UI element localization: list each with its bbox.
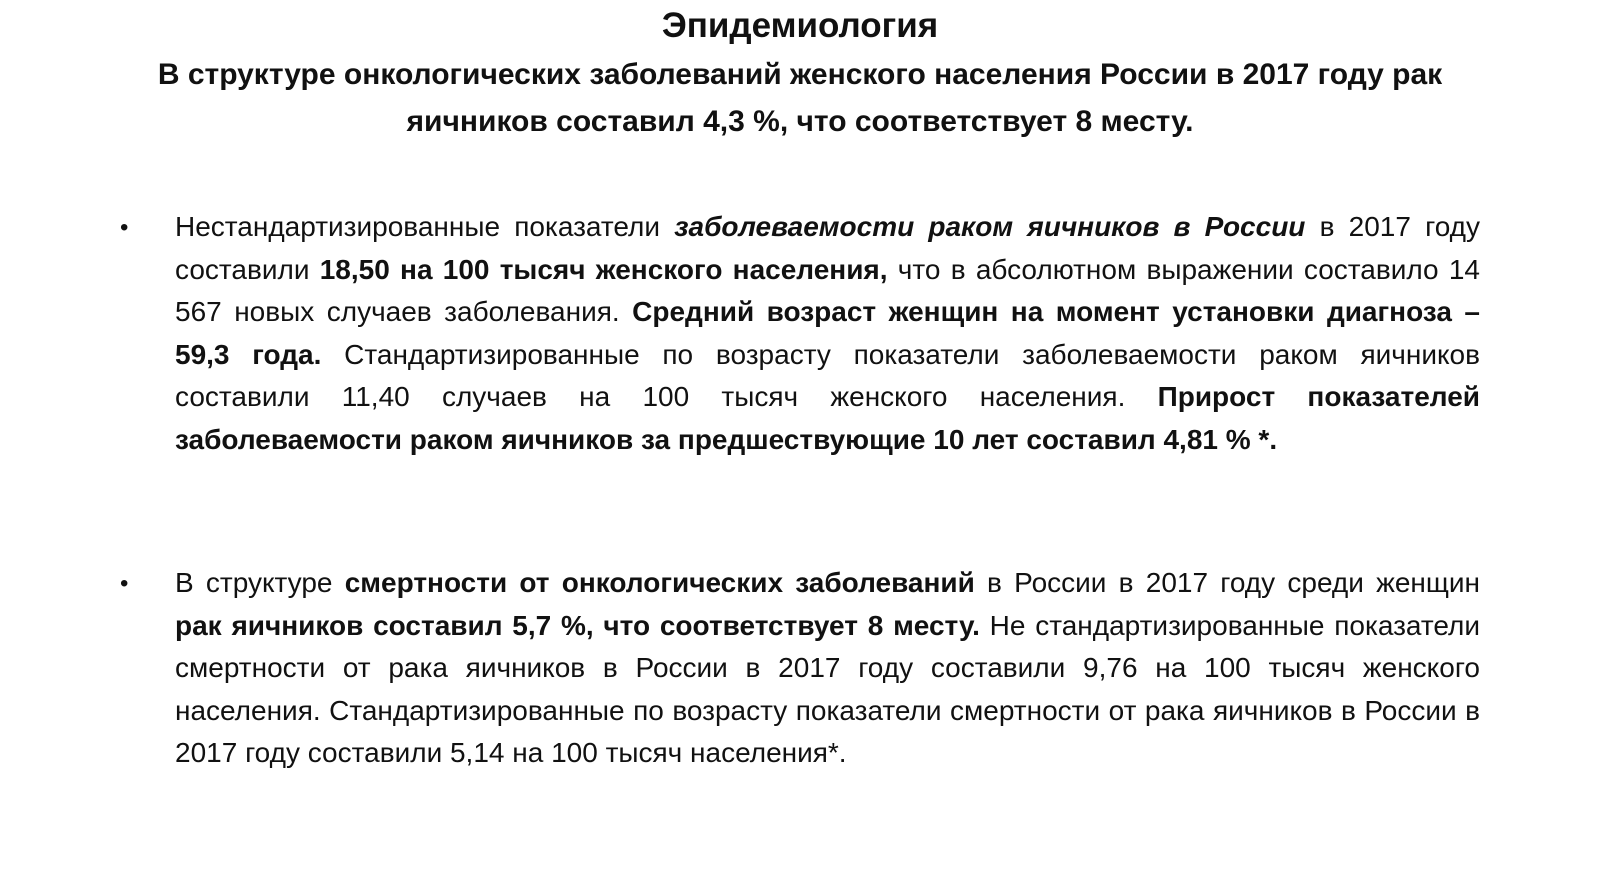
- text-segment-bold: Прирост показателей заболеваемости раком яичников за предшествующие 10 лет составил 4,81 % *.: [175, 381, 1480, 455]
- text-segment: что в абсолютном выражении составило 14 567 новых случаев заболевания.: [175, 253, 1480, 327]
- bullet-marker: •: [120, 214, 129, 241]
- text-segment: Нестандартизированные показатели: [175, 211, 675, 242]
- text-segment: в России в 2017 году среди женщин: [974, 567, 1480, 598]
- page-title: Эпидемиология: [661, 6, 939, 45]
- text-segment: Не стандартизированные показатели смертности от рака яичников в России в 2017 году составили 9,76 на 100 тысяч женского населения. Стандартизированные по возрасту показатели смертности от рака яичников в России в 2017 году составили 5,14 на 100 тысяч населения*.: [175, 609, 1481, 768]
- subtitle: В структуре онкологических заболеваний женского населения России в 2017 году рак яичников составил 4,3 %, что соответствует 8 месту.: [157, 58, 1443, 138]
- bullet-text: [175, 206, 1480, 461]
- text-segment-bold: 18,50 на 100 тысяч женского населения,: [319, 253, 888, 285]
- text-segment-bold: рак яичников составил 5,7 %, что соответствует 8 месту.: [175, 609, 980, 641]
- text-segment-bold: смертности от онкологических заболеваний: [344, 567, 975, 598]
- text-segment-bold: Средний возраст женщин на момент установки диагноза – 59,3 года.: [175, 296, 1480, 370]
- text-segment: В структуре: [175, 567, 345, 598]
- bullet-marker: •: [120, 570, 129, 597]
- bullet-text: [175, 562, 1480, 775]
- text-segment: Стандартизированные по возрасту показатели заболеваемости раком яичников составили 11,40 случаев на 100 тысяч женского населения.: [175, 338, 1480, 412]
- text-segment: в 2017 году составили: [175, 211, 1481, 285]
- text-segment-emphasis: заболеваемости раком яичников в России: [674, 211, 1306, 242]
